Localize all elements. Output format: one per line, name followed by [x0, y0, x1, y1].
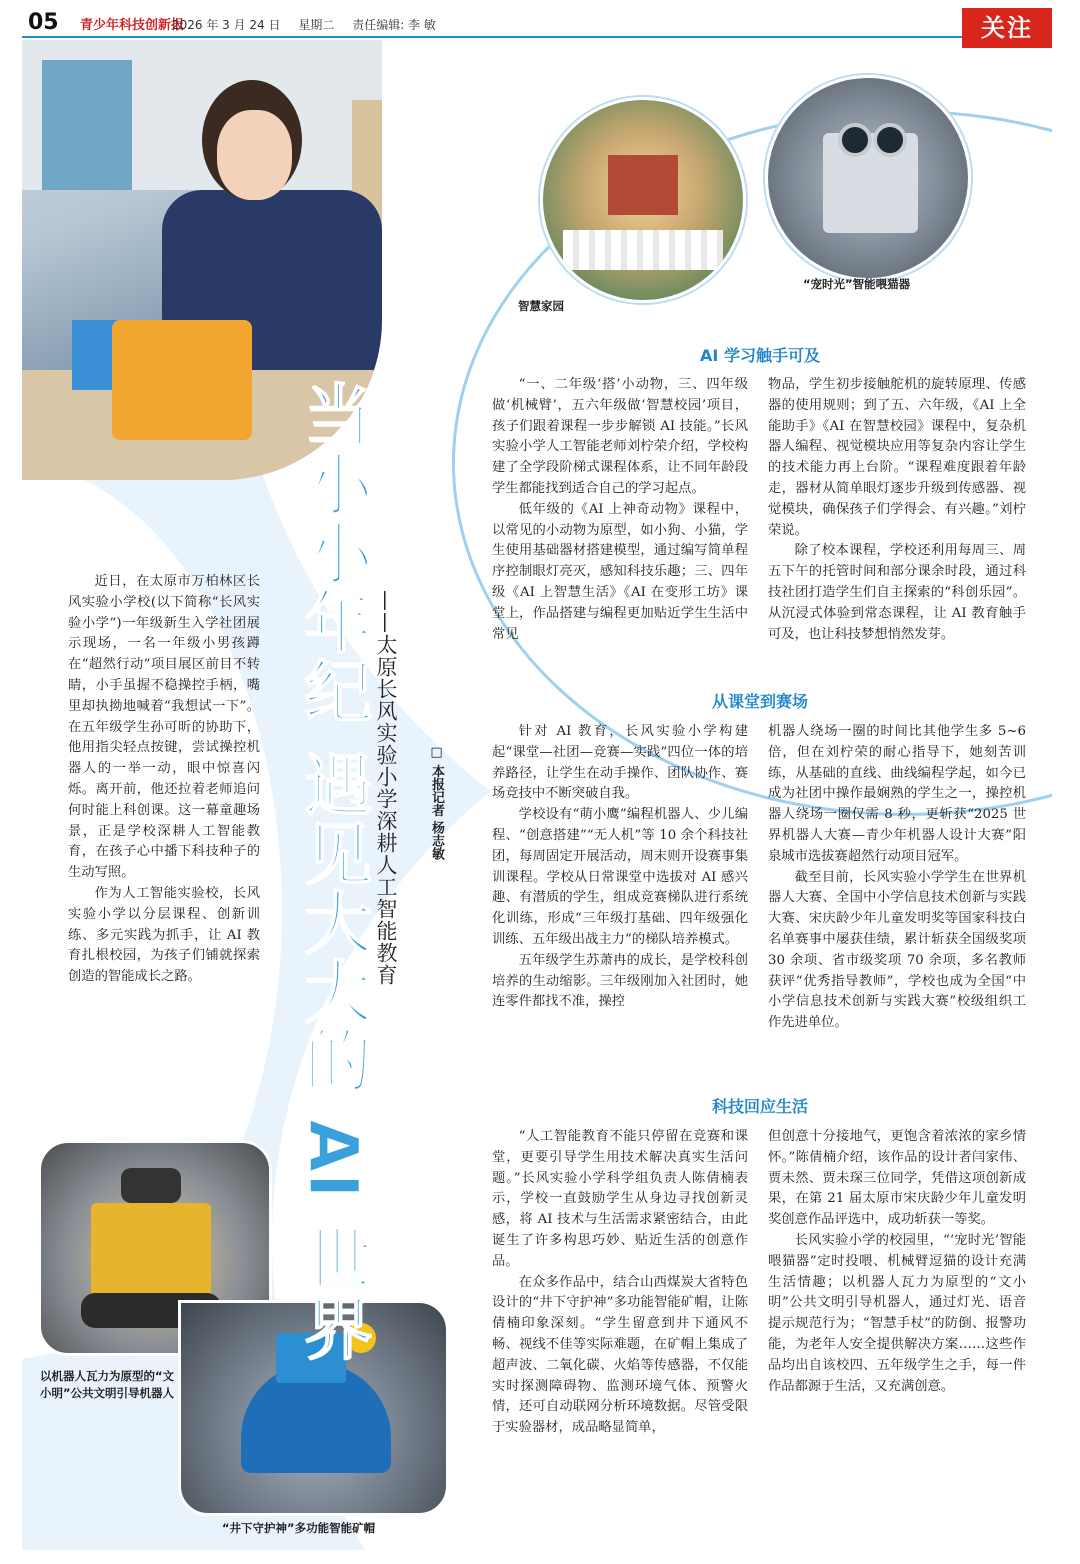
issue-date: 2026 年 3 月 24 日 — [172, 18, 281, 32]
caption-smart-home: 智慧家园 — [518, 299, 564, 313]
paragraph: 机器人绕场一圈的时间比其他学生多 5~6 倍，但在刘柠荣的耐心指导下，她刻苦训练，从基础的直线、曲线编程学起，如今已成为社团中操作最娴熟的学生之一，操控机器人绕场一圈仅需 8 秒，更斩获“2025 世界机器人大赛—青少年机器人设计大赛”阳泉城市选拔赛超然行动项目冠军。 — [768, 724, 1026, 864]
intro-column — [68, 572, 260, 988]
paragraph: “一、二年级‘搭’小动物，三、四年级做‘机械臂’，五六年级做‘智慧校园’项目，孩子们跟着课程一步步解锁 AI 技能。”长风实验小学人工智能老师刘柠荣介绍，学校构建了全学段阶梯式课程体系，让不同年龄段学生都能找到适合自己的学习起点。 — [492, 377, 748, 496]
section-tag: 关注 — [962, 8, 1052, 48]
caption-cat-feeder: “宠时光”智能喂猫器 — [803, 277, 911, 291]
section-2-left-column — [492, 722, 748, 1013]
section-2-right-column — [768, 722, 1026, 1034]
article-title: 当小小年纪 遇见大大的 AI 世界 — [293, 380, 372, 1362]
smart-home-photo — [540, 97, 746, 303]
caption-walle-robot: 以机器人瓦力为原型的“文小明”公共文明引导机器人 — [40, 1369, 175, 1400]
cat-feeder-photo — [765, 75, 971, 281]
section-heading: 从课堂到赛场 — [711, 692, 808, 711]
header-meta — [172, 16, 450, 33]
paragraph: 除了校本课程，学校还利用每周三、周五下午的托管时间和部分课余时段，通过科技社团打造学生们自主探索的“科创乐园”。从沉浸式体验到常态课程，让 AI 教育触手可及，也让科技梦想悄然发芽。 — [768, 543, 1026, 642]
paragraph: 针对 AI 教育，长风实验小学构建起“课堂—社团—竞赛—实践”四位一体的培养路径，让学生在动手操作、团队协作、赛场竞技中不断突破自我。 — [492, 724, 748, 802]
paragraph: 学校设有“萌小鹰”编程机器人、少儿编程、“创意搭建”“无人机”等 10 余个科技社团，每周固定开展活动，周末则开设赛事集训课程。学校从日常课堂中选拔对 AI 感兴趣、有潜质的学生，组成竞赛梯队进行系统化训练，形成“三年级打基础、四年级强化训练、五年级出战主力”的梯队培养模式。 — [492, 807, 748, 947]
page-header — [22, 10, 1052, 42]
page-number: 05 — [28, 10, 59, 35]
paragraph: 长风实验小学的校园里，“‘宠时光’智能喂猫器”定时投喂、机械臂逗猫的设计充满生活情趣；以机器人瓦力为原型的“文小明”公共文明引导机器人，通过灯光、语音提示规范行为；“智慧手杖”的防倒、报警功能，为老年人安全提供解决方案……这些作品均出自该校四、五年级学生之手，每一件作品都源于生活，又充满创意。 — [768, 1232, 1026, 1394]
paragraph: 近日，在太原市万柏林区长风实验小学校(以下简称“长风实验小学”)一年级新生入学社团展示现场，一名一年级小男孩蹲在“超然行动”项目展区前目不转睛，小手虽握不稳操控手柄，嘴里却执拗地喊着“我想试一下”。在五年级学生孙可昕的协助下，他用指尖轻点按键，尝试操控机器人的一举一动，眼中惊喜闪烁。离开前，他还拉着老师追问何时能上科创课。这一幕童趣场景，正是学校深耕人工智能教育，在孩子心中播下科技种子的生动写照。 — [68, 574, 260, 881]
paragraph: 但创意十分接地气，更饱含着浓浓的家乡情怀。”陈倩楠介绍，该作品的设计者闫家伟、贾未然、贾未琛三位同学，凭借这项创新成果，在第 21 届太原市宋庆龄少年儿童发明奖创意作品评选中，成功斩获一等奖。 — [768, 1129, 1026, 1228]
article-subtitle: ——太原长风实验小学深耕人工智能教育 — [374, 590, 398, 986]
article-byline: □ 本报记者 杨志敏 — [429, 745, 444, 861]
paragraph: “人工智能教育不能只停留在竞赛和课堂，更要引导学生用技术解决真实生活问题。”长风实验小学科学组负责人陈倩楠表示，学校一直鼓励学生从身边寻找创新灵感，将 AI 技术与生活需求紧密结合，由此诞生了许多构思巧妙、贴近生活的创意作品。 — [492, 1129, 748, 1269]
editor-credit: 责任编辑: 李 敏 — [352, 18, 436, 32]
section-heading: 科技回应生活 — [711, 1097, 808, 1116]
section-1-left-column — [492, 375, 748, 645]
paragraph: 物品，学生初步接触舵机的旋转原理、传感器的使用规则；到了五、六年级，《AI 上全能助手》《AI 在智慧校园》课程中，复杂机器人编程、视觉模块应用等复杂内容让学生的技术能力再上台阶。“课程难度跟着年龄走，器材从简单眼灯逐步升级到传感器、视觉模块，确保孩子们学得会、有兴趣。”刘柠荣说。 — [768, 377, 1026, 538]
section-1-right-column — [768, 375, 1026, 645]
paragraph: 低年级的《AI 上神奇动物》课程中，以常见的小动物为原型，如小狗、小猫，学生使用基础器材搭建模型，通过编写简单程序控制眼灯亮灭，感知科技乐趣；三、四年级《AI 上智慧生活》《AI 在变形工坊》课堂上，作品搭建与编程更加贴近学生生活中常见 — [492, 501, 748, 642]
paragraph: 作为人工智能实验校，长风实验小学以分层课程、创新训练、多元实践为抓手，让 AI 教育扎根校园，为孩子们铺就探索创造的智能成长之路。 — [68, 885, 260, 985]
issue-weekday: 星期二 — [298, 18, 335, 32]
section-3-left-column — [492, 1127, 748, 1439]
section-3-right-column — [768, 1127, 1026, 1397]
paragraph: 在众多作品中，结合山西煤炭大省特色设计的“井下守护神”多功能智能矿帽，让陈倩楠印象深刻。“学生留意到井下通风不畅、视线不佳等实际难题，在矿帽上集成了超声波、二氧化碳、火焰等传感器，不仅能实时探测障碍物、监测环境气体、预警火情，还可自动联网分析环境数据。尽管受限于实验器材，成品略显简单， — [492, 1274, 748, 1436]
paragraph: 五年级学生苏萧冉的成长，是学校科创培养的生动缩影。三年级刚加入社团时，她连零件都找不准，操控 — [492, 952, 748, 1010]
section-heading: AI 学习触手可及 — [700, 346, 820, 365]
newspaper-name: 青少年科技创新报 — [80, 18, 185, 33]
paragraph: 截至目前，长风实验小学学生在世界机器人大赛、全国中小学信息技术创新与实践大赛、宋庆龄少年儿童发明奖等国家科技白名单赛事中屡获佳绩，累计斩获全国级奖项 30 余项、省市级奖项 70 余项，多名教师获评“优秀指导教师”，学校也成为全国“中小学信息技术创新与实践大赛”校级组织工作先进单位。 — [768, 869, 1026, 1031]
caption-mining-helmet: “井下守护神”多功能智能矿帽 — [222, 1521, 376, 1535]
